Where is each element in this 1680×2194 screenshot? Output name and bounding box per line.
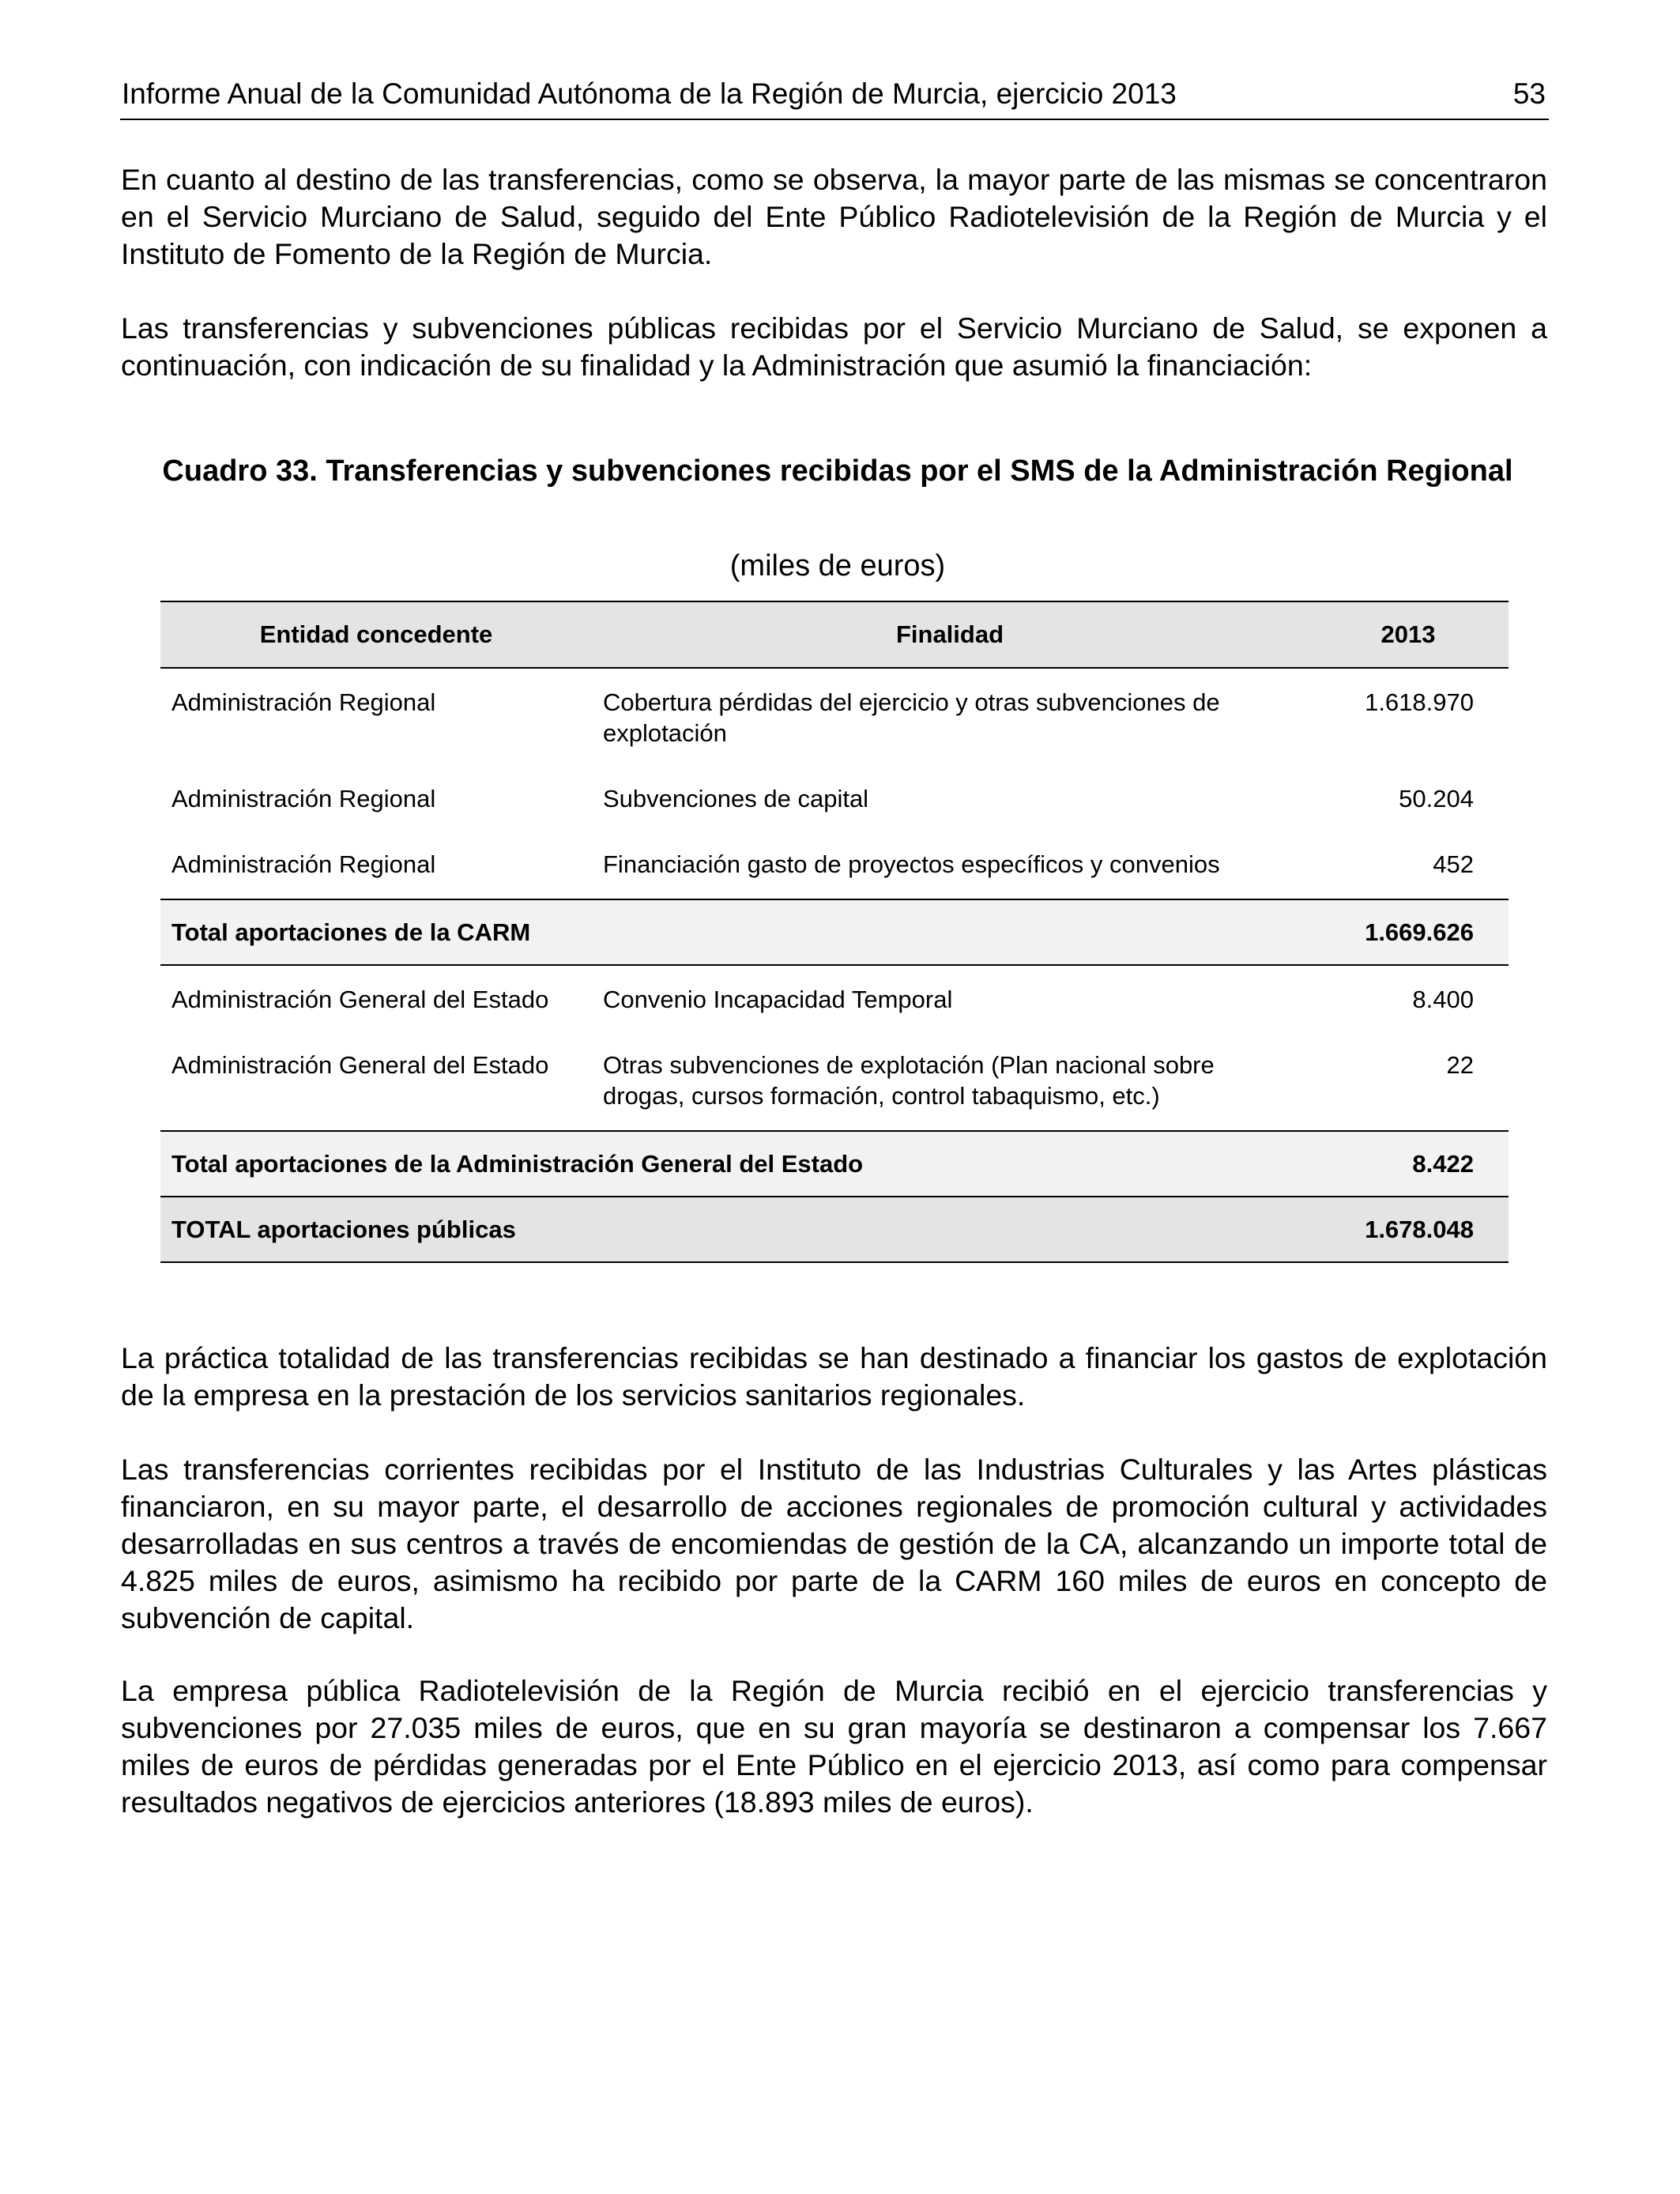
cell-entity: Administración Regional (171, 850, 436, 878)
page-number: 53 (1512, 77, 1546, 110)
header-title: Informe Anual de la Comunidad Autónoma de la Región de Murcia, ejercicio 2013 (122, 77, 1177, 110)
grand-total-row (160, 1197, 1509, 1262)
cell-purpose: Subvenciones de capital (603, 785, 869, 812)
cell-purpose: Otras subvenciones de explotación (Plan nacional sobre drogas, cursos formación, control tabaquismo, etc.) (603, 1051, 1215, 1110)
cell-purpose: Cobertura pérdidas del ejercicio y otras subvenciones de explotación (603, 688, 1220, 747)
cell-purpose: Financiación gasto de proyectos específicos y convenios (603, 850, 1220, 878)
paragraph-funding-use: La práctica totalidad de las transferencias recibidas se han destinado a financiar los gastos de explotación de la empresa en la prestación de los servicios sanitarios regionales. (121, 1341, 1547, 1412)
table-row (160, 831, 1509, 899)
table-row (160, 668, 1509, 766)
cell-total-value: 8.422 (1308, 1131, 1509, 1197)
cell-value: 8.400 (1412, 986, 1474, 1013)
column-header-year: 2013 (1308, 601, 1509, 668)
cell-total-value: 1.669.626 (1308, 899, 1509, 965)
paragraph-sms-intro: Las transferencias y subvenciones públicas recibidas por el Servicio Murciano de Salud, se exponen a continuación, con indicación de su finalidad y la Administración que asumió la financiación: (121, 311, 1547, 382)
cell-entity: Administración Regional (171, 785, 436, 812)
table-row (160, 965, 1509, 1032)
cell-total-label: Total aportaciones de la CARM (160, 899, 1308, 965)
cell-entity: Administración General del Estado (171, 986, 549, 1013)
subtotal-row-carm (160, 899, 1509, 965)
page-header (120, 76, 1549, 120)
paragraph-transfer-destination: En cuanto al destino de las transferencias, como se observa, la mayor parte de las mismas se concentraron en el Servicio Murciano de Salud, seguido del Ente Público Radiotelevisión de la Región de Murcia y el Instituto de Fomento de la Región de Murcia. (121, 163, 1547, 270)
column-header-entity: Entidad concedente (160, 601, 592, 668)
cell-total-label: Total aportaciones de la Administración General del Estado (160, 1131, 1308, 1197)
cell-entity: Administración Regional (171, 688, 436, 716)
cell-value: 22 (1446, 1051, 1474, 1079)
cell-purpose: Convenio Incapacidad Temporal (603, 986, 953, 1013)
table-row (160, 766, 1509, 831)
table-title: Cuadro 33. Transferencias y subvenciones recibidas por el SMS de la Administración Regional (162, 454, 1513, 488)
cell-value: 50.204 (1399, 785, 1474, 812)
table-row (160, 1032, 1509, 1131)
table-header-row (160, 601, 1509, 668)
table-subtitle: (miles de euros) (729, 549, 946, 582)
transfers-table (160, 601, 1509, 1263)
cell-entity: Administración General del Estado (171, 1051, 549, 1079)
cell-value: 452 (1433, 850, 1474, 878)
paragraph-radiotelevision: La empresa pública Radiotelevisión de la Región de Murcia recibió en el ejercicio transferencias y subvenciones por 27.035 miles de euros, que en su gran mayoría se destinaron a compensar los 7.667 miles de euros de pérdidas generadas por el Ente Público en el ejercicio 2013, así como para compensar resultados negativos de ejercicios anteriores (18.893 miles de euros). (121, 1674, 1547, 1819)
column-header-purpose: Finalidad (592, 601, 1308, 668)
cell-value: 1.618.970 (1365, 688, 1474, 716)
subtotal-row-age (160, 1131, 1509, 1197)
cell-grand-total-label: TOTAL aportaciones públicas (160, 1197, 1308, 1262)
paragraph-icia: Las transferencias corrientes recibidas por el Instituto de las Industrias Culturales y las Artes plásticas financiaron, en su mayor parte, el desarrollo de acciones regionales de promoción cultural y actividades desarrolladas en sus centros a través de encomiendas de gestión de la CA, alcanzando un importe total de 4.825 miles de euros, asimismo ha recibido por parte de la CARM 160 miles de euros en concepto de subvención de capital. (121, 1453, 1547, 1634)
cell-grand-total-value: 1.678.048 (1308, 1197, 1509, 1262)
